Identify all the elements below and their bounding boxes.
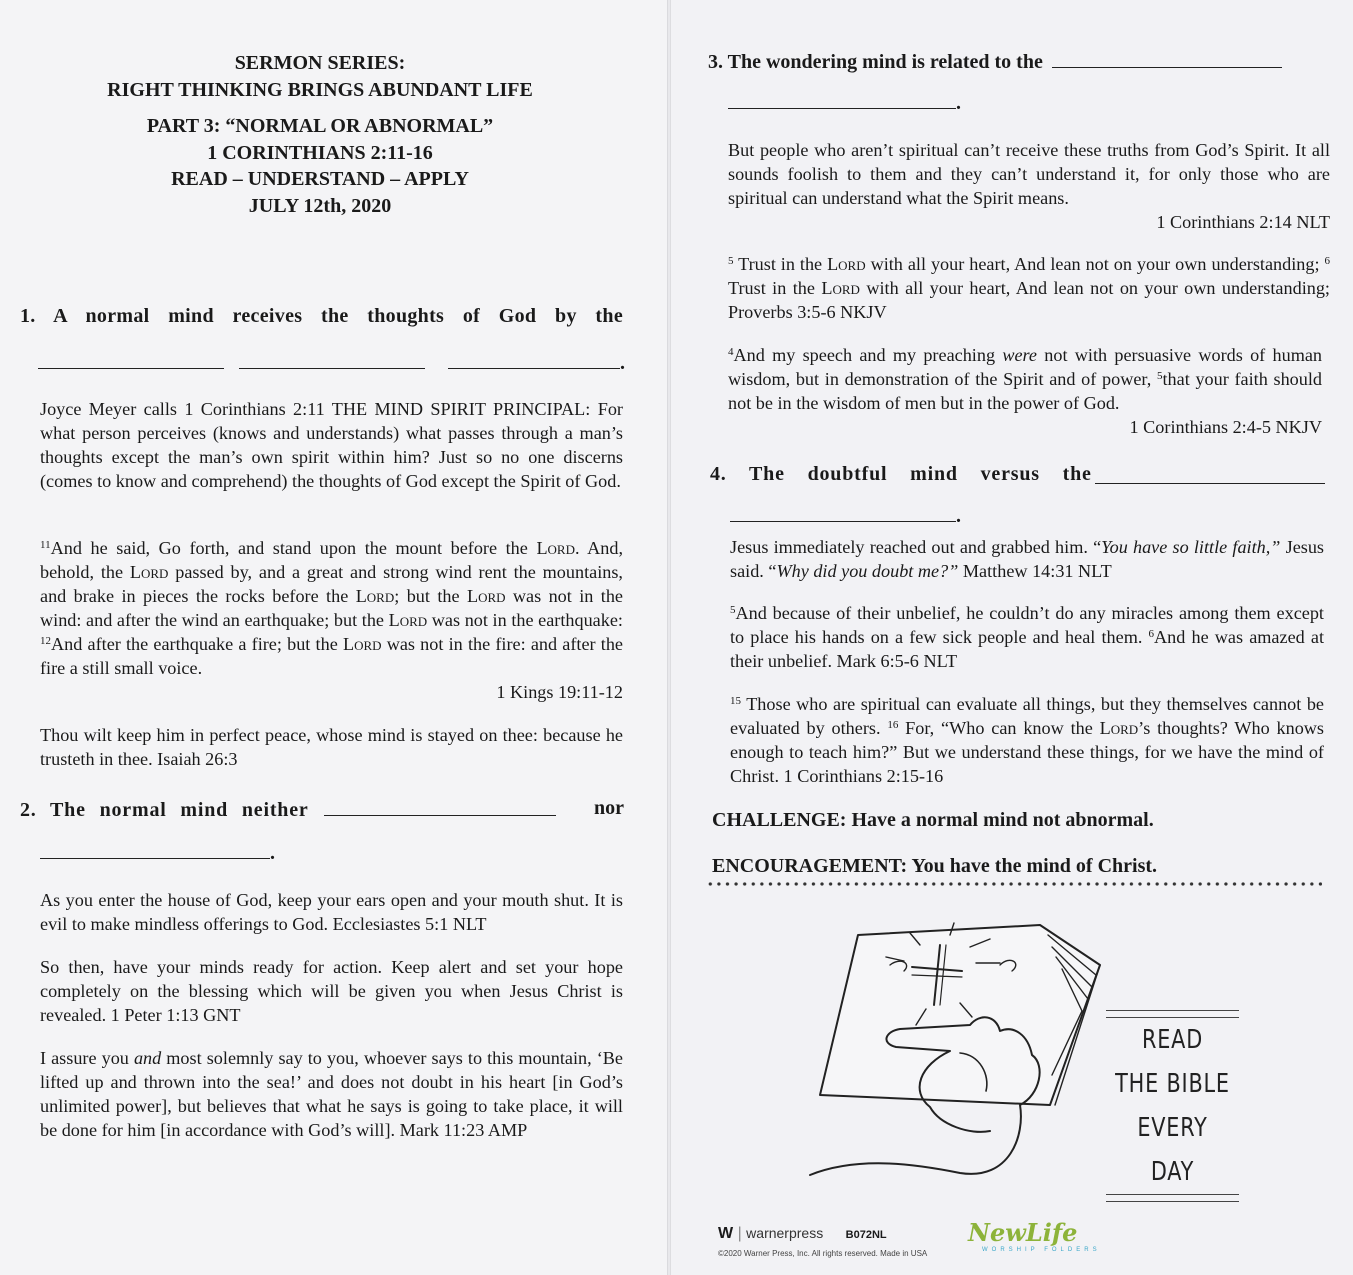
blank-line: [448, 350, 620, 369]
text-span: But people who aren’t spiritual can’t receive these truths from God’s Spirit. It all sounds foolish to them and they can’t understand it, for only those who are spiritual can understand what the Spirit means.: [728, 140, 1330, 208]
kings-reference: 1 Kings 19:11-12: [496, 682, 623, 702]
slogan-line-3: EVERY DAY: [1137, 1113, 1208, 1187]
blank-line: [40, 840, 270, 859]
series-label: SERMON SERIES:: [234, 52, 406, 74]
text-span: was not in the earthquake:: [427, 610, 623, 630]
warner-press-logo-mark: W: [718, 1225, 734, 1242]
sermon-header: [20, 50, 620, 219]
mark-6-verse: [730, 601, 1324, 673]
text-span: I assure you: [40, 1048, 134, 1068]
series-title: RIGHT THINKING BRINGS ABUNDANT LIFE: [107, 78, 533, 101]
sermon-date: JULY 12th, 2020: [248, 194, 392, 217]
verse-number: 5: [728, 255, 734, 267]
warner-press-brand: warnerpress: [746, 1225, 824, 1241]
text-span: And my speech and my preaching: [733, 345, 1003, 365]
text-span: Those who are spiritual can evaluate all things, but they themselves cannot be evaluated by others.: [730, 694, 1324, 738]
corinthians-2-15-16: [730, 692, 1324, 788]
slogan-line-1: READ: [1141, 1025, 1204, 1055]
hand-holding-bible-illustration: [800, 905, 1120, 1195]
verse-number: 5: [1156, 370, 1163, 382]
verse-number: 12: [40, 635, 51, 647]
scripture-reference: 1 CORINTHIANS 2:11-16: [207, 141, 433, 164]
text-span: And because of their unbelief, he couldn’t do any miracles among them except to place his hands on a few sick people and heal them.: [730, 603, 1324, 647]
point-3-blank: .: [728, 90, 961, 115]
publisher-footer: W | warnerpress B072NL ©2020 Warner Press, Inc. All rights reserved. Made in USA: [718, 1225, 928, 1258]
text-span: ; but the: [394, 586, 467, 606]
lord-word: Lord: [129, 562, 169, 582]
corinthians-2-14: [728, 138, 1330, 234]
text-span: . And, behold, the: [40, 538, 623, 582]
text-span: Trust in the: [733, 254, 828, 274]
text-span: was not in the wind: and after the wind an earthquake; but the: [40, 586, 623, 630]
point-4: [710, 463, 1325, 486]
blank-line: [1052, 49, 1282, 68]
point-3: [708, 49, 1333, 74]
newlife-logo: [968, 1218, 1101, 1253]
blank-line: [730, 503, 956, 522]
verse-number: 11: [40, 539, 51, 551]
slogan-bottom-rule: [1106, 1194, 1239, 1202]
text-span: not with persuasive words of human wisdom, but in demonstration of the Spirit and of power,: [728, 345, 1323, 389]
kings-passage: [40, 536, 623, 704]
bible-cover: [820, 925, 1100, 1105]
point-2: [20, 797, 624, 822]
joyce-meyer-paragraph: Joyce Meyer calls 1 Corinthians 2:11 THE MIND SPIRIT PRINCIPAL: For what person perceives (knows and understands) what passes through a man’s thoughts except the man’s own spirit within him? Just so no one discerns (comes to know and comprehend) the thoughts of God except the Spirit of God.: [40, 399, 623, 491]
point-2-text: 2. The normal mind neither: [20, 799, 309, 821]
verse-number: 15: [730, 695, 741, 707]
text-span: Jesus said. “: [730, 537, 1325, 581]
text-span: with all your heart, And lean not on your own understanding; Proverbs 3:5-6 NKJV: [728, 278, 1330, 322]
text-span: and: [133, 1048, 162, 1068]
read-bible-slogan: [1100, 1010, 1245, 1187]
text-span: that your faith should not be in the wisdom of men but in the power of God.: [728, 369, 1323, 413]
point-2-nor: nor: [594, 797, 624, 819]
dotted-divider: [706, 880, 1322, 888]
isaiah-verse: Thou wilt keep him in perfect peace, whose mind is stayed on thee: because he trusteth in thee. Isaiah 26:3: [40, 725, 623, 769]
verse-number: 16: [887, 719, 899, 731]
lord-word: Lord: [821, 278, 860, 298]
newlife-logo-subtitle: WORSHIP FOLDERS: [982, 1247, 1101, 1253]
encouragement-line: ENCOURAGEMENT: You have the mind of Christ.: [712, 855, 1158, 877]
text-span: Jesus immediately reached out and grabbed him. “: [730, 537, 1102, 557]
product-code: B072NL: [845, 1229, 887, 1241]
lord-word: Lord: [388, 610, 428, 630]
blank-line: [38, 350, 224, 369]
corinthians-2-4-5-reference: 1 Corinthians 2:4-5 NKJV: [1129, 417, 1322, 437]
point-1-blanks: .: [38, 350, 628, 375]
point-4-text: 4. The doubtful mind versus the: [710, 463, 1092, 485]
matthew-verse: [730, 535, 1324, 583]
lord-word: Lord: [536, 538, 575, 558]
part-title: PART 3: “NORMAL OR ABNORMAL”: [146, 115, 494, 137]
blank-line: [324, 797, 556, 816]
verse-number: 6: [1148, 628, 1155, 640]
corinthians-2-4-5: [728, 343, 1322, 439]
blank-line: [728, 90, 956, 109]
text-span: passed by, and a great and strong wind rent the mountains, and brake in pieces the rocks before the: [40, 562, 623, 606]
point-1: 1. A normal mind receives the thoughts of God by the: [20, 305, 623, 327]
lord-word: Lord: [355, 586, 395, 606]
text-span: And he said, Go forth, and stand upon the mount before the: [50, 538, 537, 558]
method-line: READ – UNDERSTAND – APPLY: [171, 168, 469, 190]
newlife-logo-text: NewLife: [968, 1218, 1078, 1247]
lord-word: Lord: [827, 254, 866, 274]
text-span: ’s thoughts? Who knows enough to teach him?” But we understand these things, for we have the mind of Christ. 1 Corinthians 2:15-16: [730, 718, 1324, 786]
lord-word: Lord: [1099, 718, 1139, 738]
point-4-blank: .: [730, 503, 961, 528]
text-span: You have so little faith,”: [1101, 537, 1281, 557]
challenge-line: CHALLENGE: Have a normal mind not abnormal.: [712, 809, 1154, 831]
blank-line: [239, 350, 425, 369]
lord-word: Lord: [466, 586, 506, 606]
lord-word: Lord: [342, 634, 382, 654]
text-span: with all your heart, And lean not on your own understanding;: [865, 254, 1325, 274]
text-span: Why did you doubt me?”: [776, 561, 959, 581]
slogan-line-2: THE BIBLE: [1115, 1069, 1230, 1099]
verse-number: 6: [1324, 255, 1330, 267]
verse-number: 4: [728, 346, 734, 358]
copyright-text: ©2020 Warner Press, Inc. All rights reserved. Made in USA: [718, 1249, 928, 1258]
text-span: And after the earthquake a fire; but the: [51, 634, 343, 654]
fold-crease: [667, 0, 671, 1275]
text-span: Trust in the: [728, 278, 822, 298]
point-2-blank: .: [40, 840, 275, 865]
text-span: Matthew 14:31 NLT: [958, 561, 1112, 581]
point-3-text: 3. The wondering mind is related to the: [708, 51, 1043, 73]
text-span: was not in the fire: and after the fire a still small voice.: [40, 634, 623, 678]
text-span: And he was amazed at their unbelief. Mark 6:5-6 NLT: [730, 627, 1324, 671]
text-span: were: [1002, 345, 1037, 365]
verse-number: 5: [730, 604, 736, 616]
text-span: For, “Who can know the: [898, 718, 1100, 738]
peter-verse: So then, have your minds ready for action. Keep alert and set your hope completely on the blessing which will be given you when Jesus Christ is revealed. 1 Peter 1:13 GNT: [40, 957, 623, 1025]
blank-line: [1095, 465, 1325, 484]
proverbs-verse: [728, 252, 1330, 324]
mark-11-verse: [40, 1046, 623, 1142]
slogan-top-rule: [1106, 1010, 1239, 1018]
corinthians-2-14-reference: 1 Corinthians 2:14 NLT: [1156, 212, 1330, 232]
text-span: most solemnly say to you, whoever says to this mountain, ‘Be lifted up and thrown into the sea!’ and does not doubt in his heart [in God’s unlimited power], but believes that what he says is going to take place, it will be done for him [in accordance with God’s will]. Mark 11:23 AMP: [40, 1048, 623, 1140]
ecclesiastes-verse: As you enter the house of God, keep your ears open and your mouth shut. It is evil to make mindless offerings to God. Ecclesiastes 5:1 NLT: [40, 890, 623, 934]
